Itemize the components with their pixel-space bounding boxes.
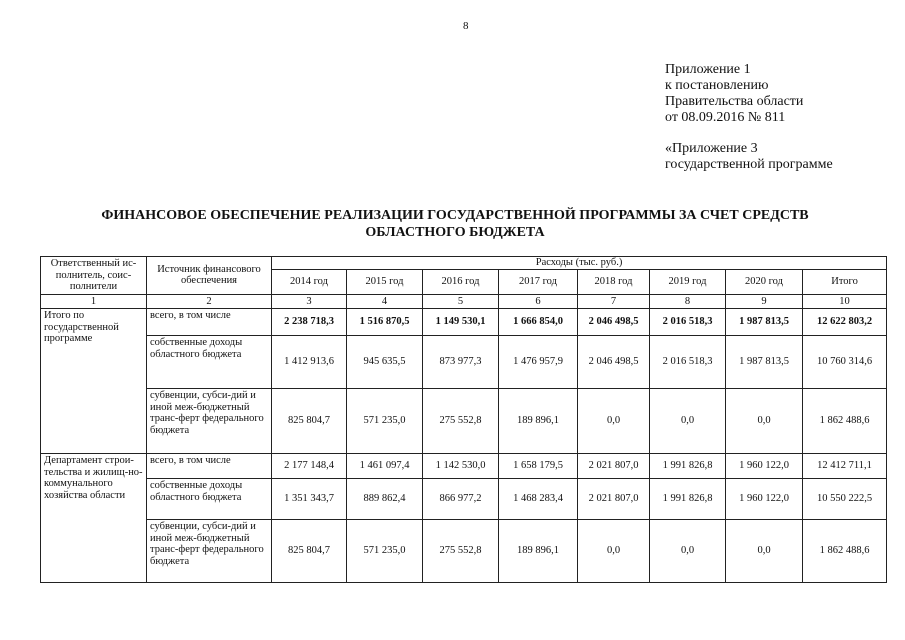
appendix-line: «Приложение 3 xyxy=(665,141,758,156)
value-cell: 1 991 826,8 xyxy=(650,479,726,520)
value-cell: 1 991 826,8 xyxy=(650,454,726,479)
value-cell: 275 552,8 xyxy=(423,389,499,454)
total-cell: 10 550 222,5 xyxy=(803,479,887,520)
source-cell: всего, в том числе xyxy=(147,454,272,479)
header-total: Итого xyxy=(803,269,887,294)
header-year: 2020 год xyxy=(726,269,803,294)
header-year: 2015 год xyxy=(347,269,423,294)
source-cell: субвенции, субси-дий и иной меж-бюджетный транс-ферт федерального бюджета xyxy=(147,520,272,583)
table-row xyxy=(41,454,887,479)
header-row xyxy=(41,257,887,270)
value-cell: 1 987 813,5 xyxy=(726,309,803,336)
value-cell: 873 977,3 xyxy=(423,336,499,389)
value-cell: 1 468 283,4 xyxy=(499,479,578,520)
value-cell: 866 977,2 xyxy=(423,479,499,520)
value-cell: 0,0 xyxy=(650,389,726,454)
value-cell: 2 021 807,0 xyxy=(578,479,650,520)
value-cell: 571 235,0 xyxy=(347,520,423,583)
column-number: 9 xyxy=(726,294,803,309)
value-cell: 1 987 813,5 xyxy=(726,336,803,389)
table-row xyxy=(41,389,887,454)
value-cell: 1 658 179,5 xyxy=(499,454,578,479)
document-title-line: ФИНАНСОВОЕ ОБЕСПЕЧЕНИЕ РЕАЛИЗАЦИИ ГОСУДАРСТВЕННОЙ ПРОГРАММЫ ЗА СЧЕТ СРЕДСТВ xyxy=(101,208,809,223)
appendix-line: от 08.09.2016 № 811 xyxy=(665,110,786,125)
value-cell: 2 046 498,5 xyxy=(578,309,650,336)
value-cell: 189 896,1 xyxy=(499,389,578,454)
value-cell: 889 862,4 xyxy=(347,479,423,520)
value-cell: 1 960 122,0 xyxy=(726,454,803,479)
value-cell: 1 142 530,0 xyxy=(423,454,499,479)
source-cell: субвенции, субси-дий и иной меж-бюджетный транс-ферт федерального бюджета xyxy=(147,389,272,454)
column-number: 1 xyxy=(41,294,147,309)
table-row xyxy=(41,309,887,336)
document-title xyxy=(60,207,850,241)
value-cell: 2 238 718,3 xyxy=(272,309,347,336)
appendix-block xyxy=(665,62,833,173)
column-number: 3 xyxy=(272,294,347,309)
value-cell: 1 461 097,4 xyxy=(347,454,423,479)
value-cell: 0,0 xyxy=(726,389,803,454)
header-expenses: Расходы (тыс. руб.) xyxy=(272,257,887,270)
header-source: Источник финансового обеспечения xyxy=(147,257,272,295)
value-cell: 0,0 xyxy=(726,520,803,583)
value-cell: 2 046 498,5 xyxy=(578,336,650,389)
column-number: 2 xyxy=(147,294,272,309)
value-cell: 0,0 xyxy=(578,520,650,583)
total-cell: 1 862 488,6 xyxy=(803,389,887,454)
appendix-line: к постановлению xyxy=(665,78,769,93)
column-number: 7 xyxy=(578,294,650,309)
value-cell: 1 516 870,5 xyxy=(347,309,423,336)
appendix-gap xyxy=(665,126,833,141)
appendix-line: Приложение 1 xyxy=(665,62,751,77)
value-cell: 2 177 148,4 xyxy=(272,454,347,479)
value-cell: 945 635,5 xyxy=(347,336,423,389)
table-row xyxy=(41,479,887,520)
page-number: 8 xyxy=(463,20,469,32)
value-cell: 189 896,1 xyxy=(499,520,578,583)
value-cell: 1 476 957,9 xyxy=(499,336,578,389)
column-number: 4 xyxy=(347,294,423,309)
header-year: 2017 год xyxy=(499,269,578,294)
responsible-cell: Итого по государственной программе xyxy=(41,309,147,454)
value-cell: 825 804,7 xyxy=(272,389,347,454)
column-number: 5 xyxy=(423,294,499,309)
value-cell: 1 412 913,6 xyxy=(272,336,347,389)
table-row xyxy=(41,336,887,389)
document-title-line: ОБЛАСТНОГО БЮДЖЕТА xyxy=(365,225,545,240)
value-cell: 1 666 854,0 xyxy=(499,309,578,336)
value-cell: 825 804,7 xyxy=(272,520,347,583)
column-number: 8 xyxy=(650,294,726,309)
header-year: 2019 год xyxy=(650,269,726,294)
column-number-row xyxy=(41,294,887,309)
source-cell: собственные доходы областного бюджета xyxy=(147,336,272,389)
financing-table xyxy=(40,256,887,583)
value-cell: 2 021 807,0 xyxy=(578,454,650,479)
value-cell: 0,0 xyxy=(650,520,726,583)
total-cell: 10 760 314,6 xyxy=(803,336,887,389)
source-cell: всего, в том числе xyxy=(147,309,272,336)
header-year: 2014 год xyxy=(272,269,347,294)
value-cell: 1 960 122,0 xyxy=(726,479,803,520)
table-row xyxy=(41,520,887,583)
appendix-line: государственной программе xyxy=(665,157,833,172)
source-cell: собственные доходы областного бюджета xyxy=(147,479,272,520)
header-responsible: Ответственный ис-полнитель, соис-полнители xyxy=(41,257,147,295)
total-cell: 12 622 803,2 xyxy=(803,309,887,336)
header-year: 2016 год xyxy=(423,269,499,294)
column-number: 6 xyxy=(499,294,578,309)
value-cell: 275 552,8 xyxy=(423,520,499,583)
value-cell: 571 235,0 xyxy=(347,389,423,454)
value-cell: 2 016 518,3 xyxy=(650,336,726,389)
appendix-line: Правительства области xyxy=(665,94,804,109)
value-cell: 2 016 518,3 xyxy=(650,309,726,336)
column-number: 10 xyxy=(803,294,887,309)
total-cell: 1 862 488,6 xyxy=(803,520,887,583)
total-cell: 12 412 711,1 xyxy=(803,454,887,479)
header-year: 2018 год xyxy=(578,269,650,294)
responsible-cell: Департамент строи-тельства и жилищ-но-коммунального хозяйства области xyxy=(41,454,147,583)
value-cell: 1 351 343,7 xyxy=(272,479,347,520)
value-cell: 1 149 530,1 xyxy=(423,309,499,336)
value-cell: 0,0 xyxy=(578,389,650,454)
